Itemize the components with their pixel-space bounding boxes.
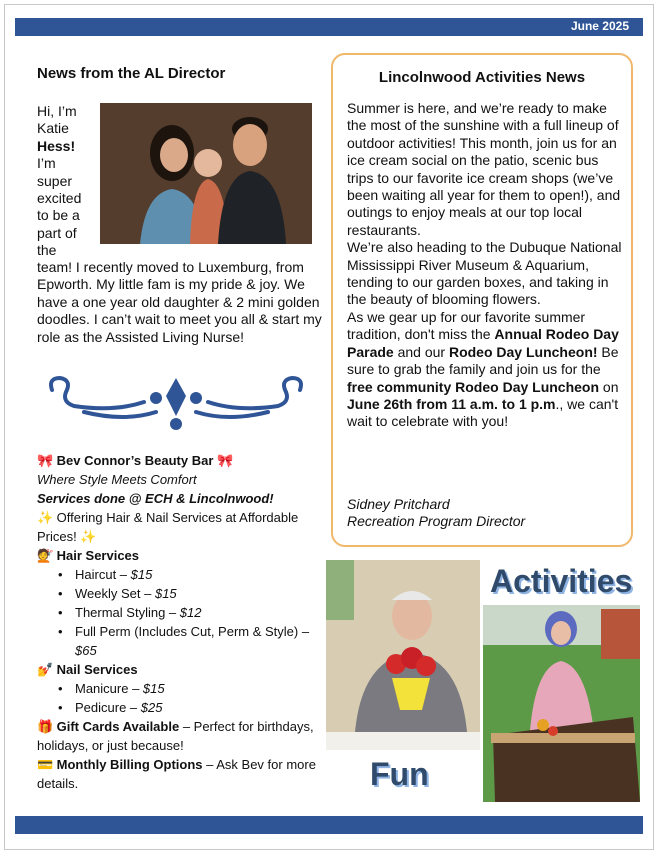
offering-line: ✨ Offering Hair & Nail Services at Affordable Prices! ✨ [37,510,299,544]
nail-services-heading-row: 💅 Nail Services [37,662,138,677]
activities-news-box [331,53,633,547]
beauty-bar-section [37,451,327,793]
haircut-icon: 💇 [37,548,54,563]
hair-services-heading-row: 💇 Hair Services [37,548,140,563]
activities-photo-caption: Activities [490,563,633,599]
beauty-bar-title-row [37,451,327,470]
list-item: • Pedicure – $25 [75,698,327,717]
list-item: • Thermal Styling – $12 [75,603,327,622]
newsletter-date: June 2025 [570,19,629,33]
list-item: • Manicure – $15 [75,679,327,698]
director-intro-narrow: Hi, I’m Katie Hess! I’m super excited to be a part of the [37,103,82,259]
activities-title: Lincolnwood Activities News [378,69,586,86]
activities-paragraph-3: As we gear up for our favorite summer tradition, don't miss the Annual Rodeo Day Parade and our Rodeo Day Luncheon! Be sure to grab the family and join us for the free community Rodeo Day Luncheon on June 26th from 11 a.m. to 1 p.m., we can't wait to celebrate with you! [347,308,619,430]
ribbon-icon: 🎀 [217,453,234,468]
fun-photo-caption: Fun [370,756,429,792]
billing-line: 💳 Monthly Billing Options – Ask Bev for more details. [37,757,316,791]
list-item: • Haircut – $15 [75,565,327,584]
nail-polish-icon: 💅 [37,662,54,677]
list-item: • Weekly Set – $15 [75,584,327,603]
footer-bar [15,816,643,834]
sparkle-icon: ✨ [37,510,54,525]
director-section-title: News from the AL Director [37,65,226,82]
gift-cards-line: 🎁 Gift Cards Available – Perfect for birthdays, holidays, or just because! [37,719,314,753]
director-family-photo [100,103,312,244]
hair-services-list [37,565,327,660]
list-item: • Full Perm (Includes Cut, Perm & Style) – $65 [75,622,327,660]
nail-services-list [37,679,327,717]
activities-body [347,100,625,431]
beauty-bar-tagline: Where Style Meets Comfort [37,472,197,487]
credit-card-icon: 💳 [37,757,54,772]
director-intro-paragraph: team! I recently moved to Luxemburg, from Epworth. My little fam is my pride & joy. We have a one year old daughter & 2 mini golden doodles. I can’t wait to meet you all & start my role as the Assisted Living Nurse! [37,259,322,345]
resident-garden-photo [483,605,640,802]
signature-name: Sidney Pritchard [347,496,450,512]
ribbon-icon: 🎀 [37,453,54,468]
activities-paragraph-1: Summer is here, and we’re ready to make the most of the sunshine with a full lineup of outdoor activities! This month, join us for an ice cream social on the patio, scenic bus trips to our favorite ice cream shops (we’ve been waiting all year for them to open!), and outings to enjoy meals at our top local restaurants. [347,100,621,238]
sparkle-icon: ✨ [80,529,97,544]
resident-flower-photo [326,560,480,750]
decorative-scroll-divider [44,372,308,434]
gift-icon: 🎁 [37,719,54,734]
beauty-bar-title: Bev Connor’s Beauty Bar [56,453,214,468]
activities-signature [347,496,525,531]
signature-role: Recreation Program Director [347,513,526,530]
activities-paragraph-2: We’re also heading to the Dubuque National Mississippi River Museum & Aquarium, tending to our garden boxes, and taking in the beauty of blooming flowers. [347,239,622,308]
header-bar [15,18,643,36]
services-location: Services done @ ECH & Lincolnwood! [37,491,274,506]
